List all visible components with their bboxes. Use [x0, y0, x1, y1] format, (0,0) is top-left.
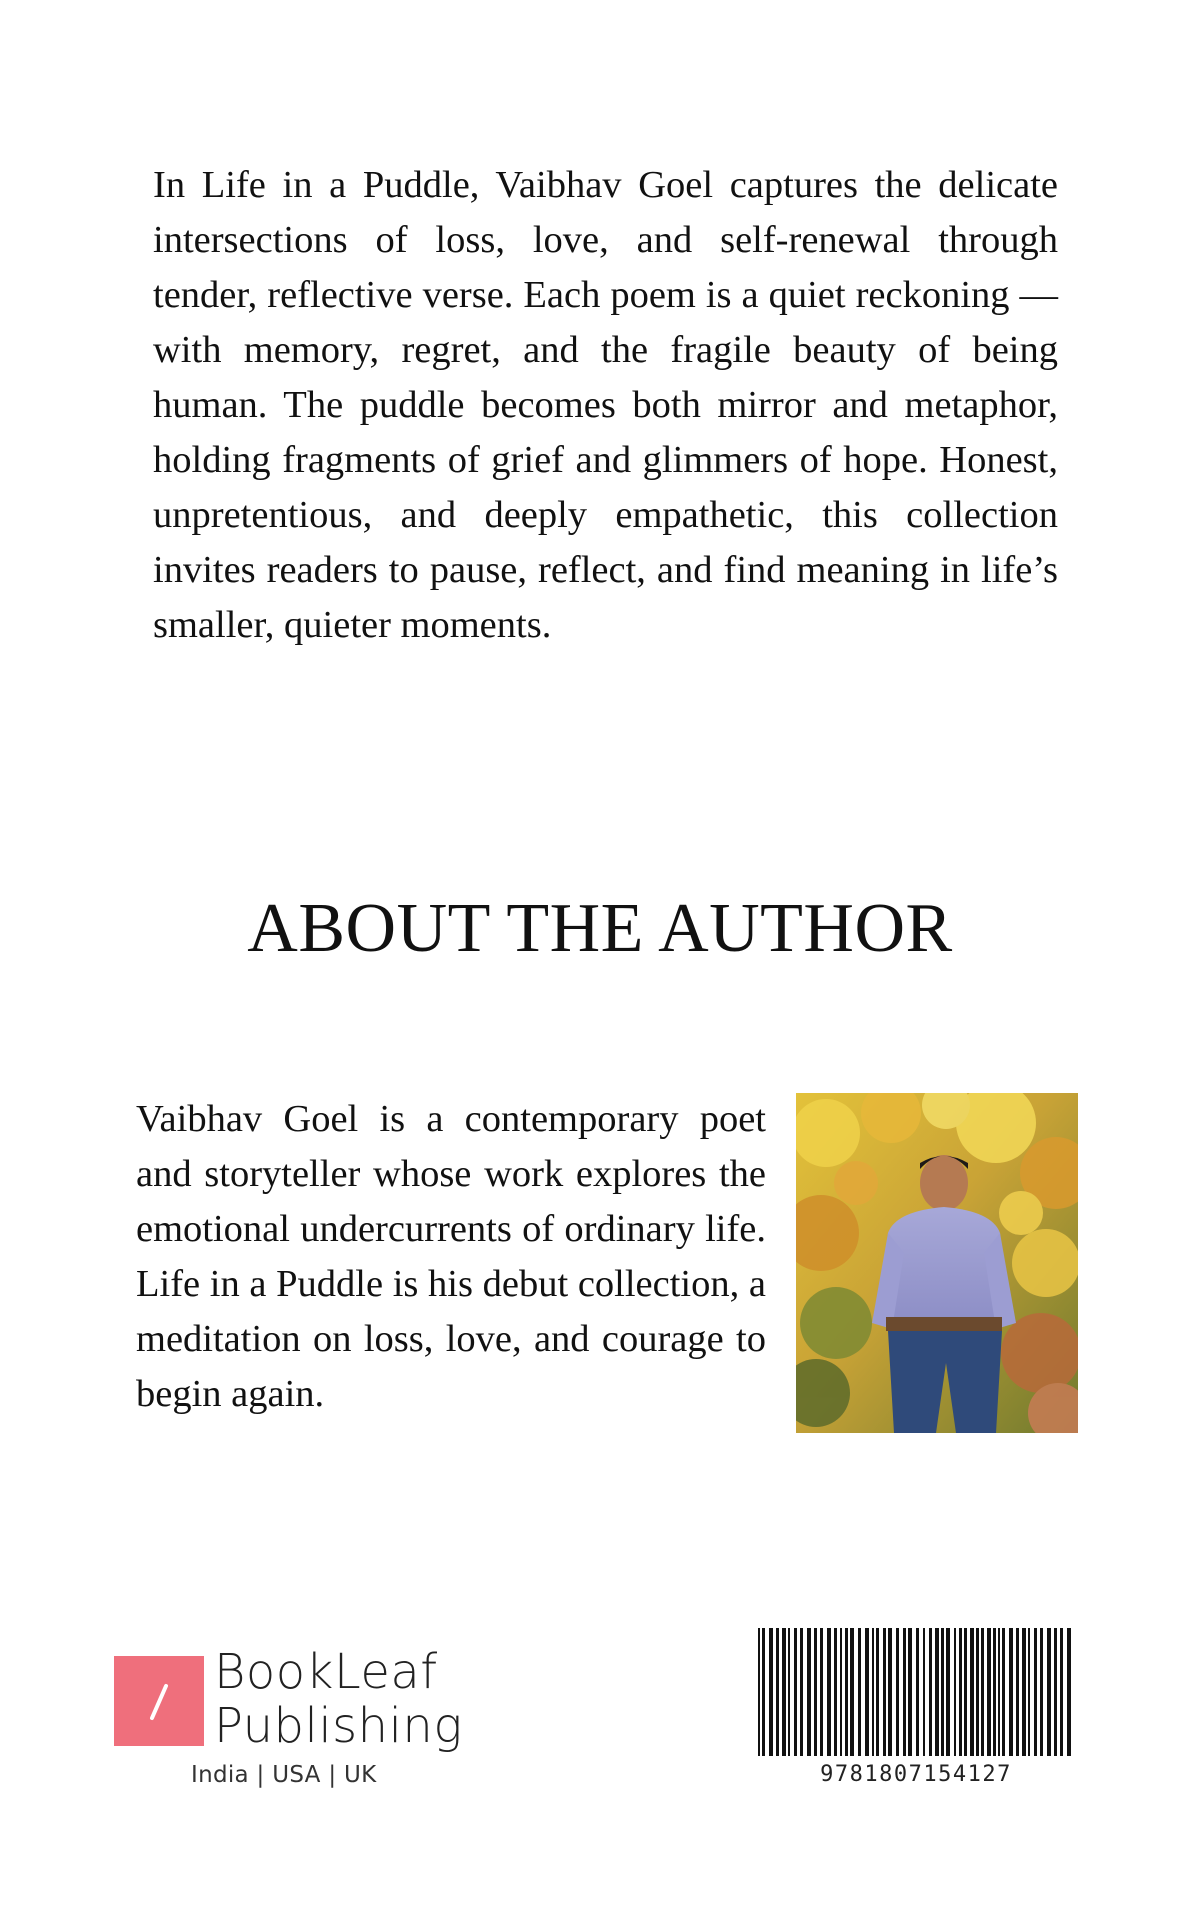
barcode-bar — [1054, 1628, 1057, 1756]
publisher-name-line2: Publishing — [214, 1698, 463, 1754]
slash-icon — [114, 1656, 204, 1746]
back-cover-blurb: In Life in a Puddle, Vaibhav Goel captures the delicate intersections of loss, love, and self-renewal through tender, reflective verse. Each poem is a quiet reckoning — with memory, regret, and the fragile beauty of being human. The puddle becomes both mirror and metaphor, holding fragments of grief and glimmers of hope. Honest, unpretentious, and deeply empathetic, this collection invites readers to pause, reflect, and find meaning in life’s smaller, quieter moments. — [153, 164, 1058, 646]
barcode-bar — [903, 1628, 906, 1756]
barcode-bar — [1022, 1628, 1026, 1756]
barcode-bar — [1047, 1628, 1051, 1756]
barcode-bar — [782, 1628, 786, 1756]
barcode-bar — [840, 1628, 842, 1756]
about-author-heading: ABOUT THE AUTHOR — [247, 890, 953, 967]
barcode — [756, 1628, 1076, 1756]
barcode-bar — [858, 1628, 861, 1756]
barcode-bar — [776, 1628, 779, 1756]
barcode-bar — [896, 1628, 899, 1756]
publisher-name — [214, 1645, 463, 1753]
barcode-bar — [788, 1628, 790, 1756]
barcode-bar — [929, 1628, 932, 1756]
barcode-bar — [970, 1628, 974, 1756]
barcode-bar — [1016, 1628, 1019, 1756]
barcode-bar — [865, 1628, 869, 1756]
barcode-bar — [827, 1628, 831, 1756]
barcode-bar — [1009, 1628, 1013, 1756]
barcode-bar — [1028, 1628, 1030, 1756]
publisher-logo — [114, 1656, 204, 1746]
barcode-bar — [762, 1628, 765, 1756]
barcode-bar — [758, 1628, 760, 1756]
barcode-bar — [935, 1628, 939, 1756]
barcode-bar — [845, 1628, 848, 1756]
barcode-bar — [1002, 1628, 1005, 1756]
barcode-bar — [1034, 1628, 1037, 1756]
publisher-name-line1: BookLeaf — [214, 1644, 438, 1700]
barcode-bar — [807, 1628, 811, 1756]
barcode-bar — [959, 1628, 962, 1756]
barcode-bar — [888, 1628, 892, 1756]
barcode-bar — [923, 1628, 925, 1756]
author-bio: Vaibhav Goel is a contemporary poet and storyteller whose work explores the emotional undercurrents of ordinary life. Life in a Puddle is his debut collection, a meditation on loss, love, and courage to begin again. — [136, 1098, 766, 1415]
barcode-bar — [794, 1628, 797, 1756]
barcode-bar — [987, 1628, 991, 1756]
barcode-bar — [981, 1628, 984, 1756]
barcode-bar — [820, 1628, 823, 1756]
barcode-bar — [908, 1628, 912, 1756]
isbn-number: 9781807154127 — [820, 1762, 1012, 1787]
barcode-bar — [916, 1628, 919, 1756]
barcode-bar — [1060, 1628, 1063, 1756]
barcode-bar — [834, 1628, 837, 1756]
barcode-bar — [769, 1628, 773, 1756]
barcode-bar — [1067, 1628, 1071, 1756]
barcode-bar — [954, 1628, 956, 1756]
barcode-bar — [946, 1628, 950, 1756]
barcode-bar — [964, 1628, 967, 1756]
author-photo — [796, 1093, 1078, 1433]
barcode-bar — [1040, 1628, 1043, 1756]
barcode-bar — [800, 1628, 803, 1756]
barcode-bar — [814, 1628, 817, 1756]
barcode-bar — [998, 1628, 1000, 1756]
barcode-bar — [993, 1628, 996, 1756]
barcode-bar — [850, 1628, 854, 1756]
barcode-bar — [941, 1628, 944, 1756]
barcode-bar — [876, 1628, 879, 1756]
publisher-regions: India | USA | UK — [191, 1762, 377, 1788]
barcode-bar — [883, 1628, 886, 1756]
barcode-bar — [976, 1628, 979, 1756]
barcode-bar — [872, 1628, 874, 1756]
